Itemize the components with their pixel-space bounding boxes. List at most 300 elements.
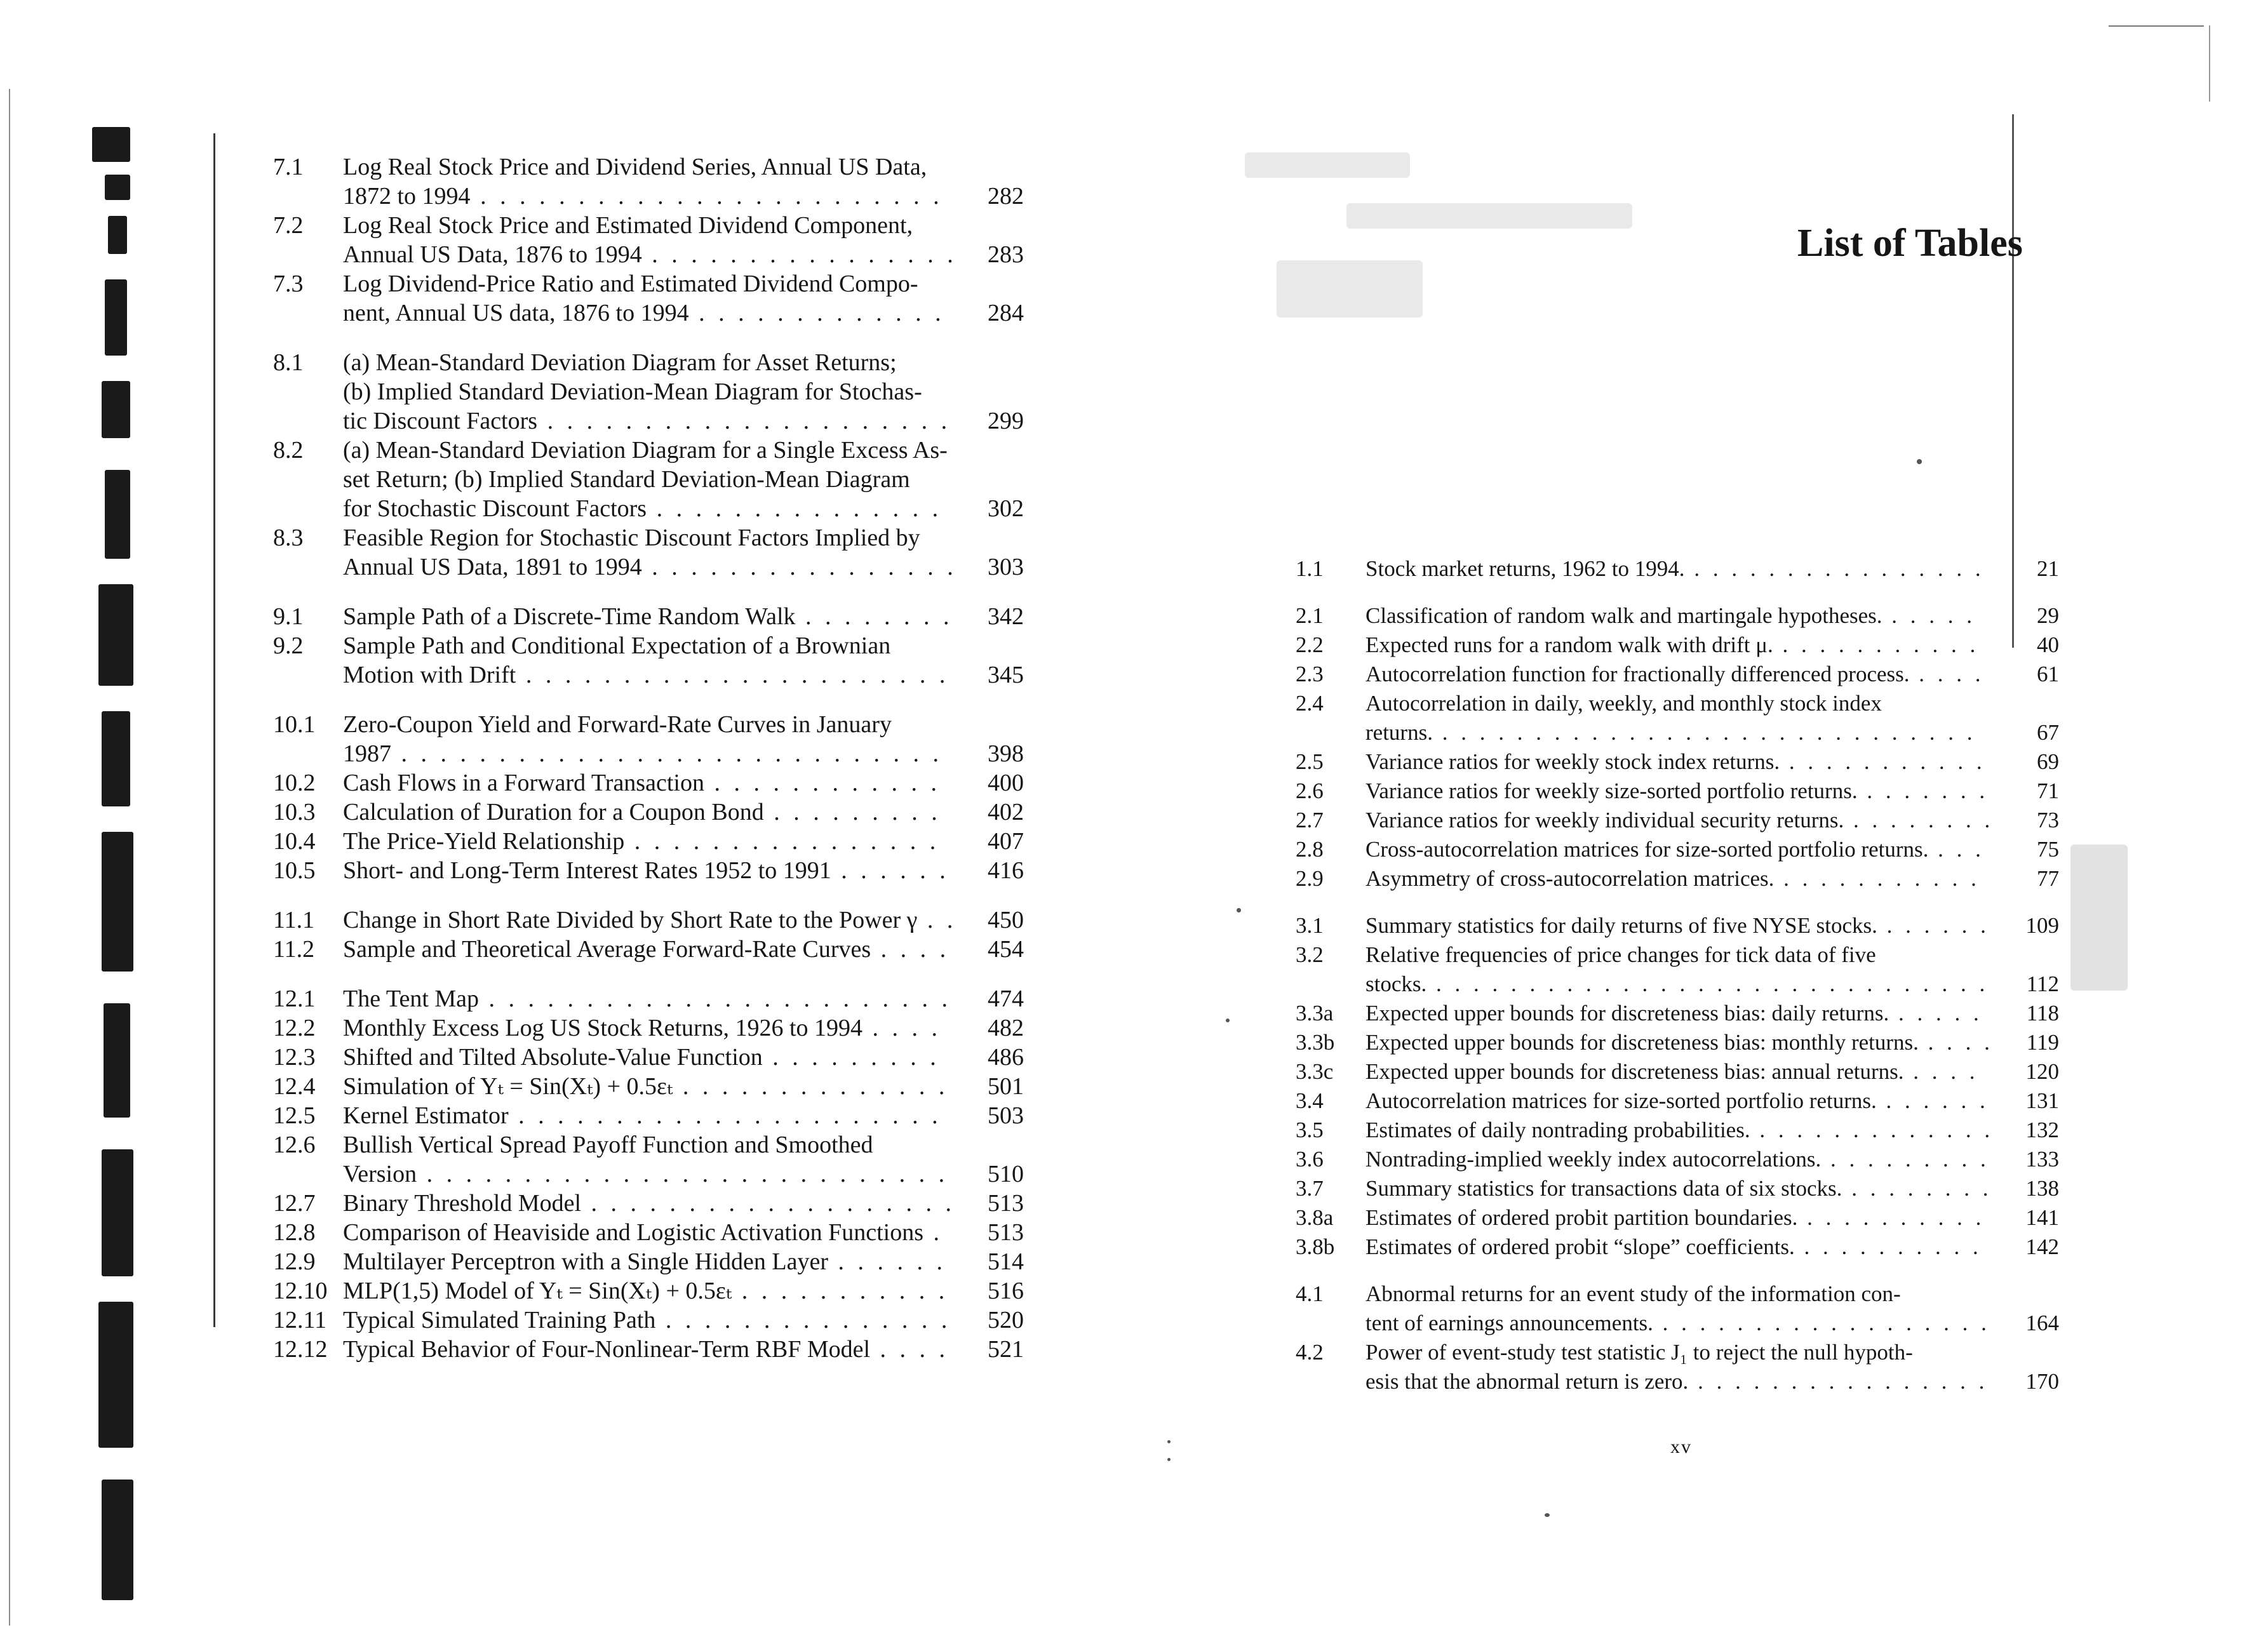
leader-dots: . . . . . . . . . . . . . . . . . . . . . . . . . . . . . .	[1426, 972, 1989, 996]
entry-title-text: Kernel Estimator	[343, 1102, 509, 1129]
entry-group	[273, 602, 1035, 690]
leader-dots: . . . . .	[1889, 1001, 1983, 1025]
leader-dots: . . . . . . . . . . . . . . . .	[1684, 556, 1985, 581]
leader-dots: . . . . . . . . . . . . . . . . . .	[1653, 1311, 1990, 1335]
entry-title-text: Variance ratios for weekly individual security returns.	[1365, 808, 1844, 832]
entry-page: 454	[988, 936, 1024, 963]
entry-number: 12.9	[273, 1248, 316, 1275]
list-item	[1296, 689, 2077, 747]
entry-group	[1296, 554, 2077, 584]
entry-number: 3.3b	[1296, 1030, 1335, 1055]
entry-group	[273, 152, 1035, 328]
leader-dots: . . . . . .	[1877, 913, 1990, 938]
entry-page: 118	[2026, 1001, 2059, 1025]
entry-title	[1365, 1233, 2013, 1262]
entry-number: 2.9	[1296, 866, 1324, 891]
entry-title	[1365, 1116, 2013, 1145]
leader-dots: . . . . . . . . .	[1821, 1147, 1990, 1172]
entry-title	[343, 768, 978, 798]
leader-dots: . . . . .	[1882, 603, 1976, 628]
entry-page: 345	[988, 662, 1024, 688]
leader-dots: . . . . . . . . . . .	[1773, 632, 1980, 657]
entry-title-text: Log Dividend-Price Ratio and Estimated Dividend Compo- nent, Annual US data, 1876 to 1994	[343, 271, 918, 326]
entry-title-text: Calculation of Duration for a Coupon Bond	[343, 799, 764, 825]
entry-title	[1365, 835, 2013, 864]
entry-page: 138	[2025, 1176, 2059, 1201]
entry-title-text: Zero-Coupon Yield and Forward-Rate Curves in January 1987	[343, 711, 892, 767]
entry-page: 282	[988, 183, 1024, 210]
entry-page: 119	[2026, 1030, 2059, 1055]
entry-title-text: (a) Mean-Standard Deviation Diagram for a Single Excess As- set Return; (b) Implied Standard Deviation-Mean Diagram for Stochastic Discount Factors	[343, 437, 948, 522]
list-item	[273, 631, 1035, 690]
entry-number: 12.6	[273, 1132, 316, 1158]
leader-dots: . . . .	[1909, 662, 1985, 686]
entry-title	[343, 710, 978, 768]
entry-title-text: MLP(1,5) Model of Yₜ = Sin(Xₜ) + 0.5εₜ	[343, 1278, 732, 1304]
entry-title-text: Asymmetry of cross-autocorrelation matrices.	[1365, 866, 1775, 891]
entry-page: 112	[2026, 972, 2059, 996]
entry-title-text: Nontrading-implied weekly index autocorrelations.	[1365, 1147, 1822, 1172]
entry-number: 2.3	[1296, 662, 1324, 686]
entry-page: 73	[2037, 808, 2059, 832]
entry-title	[343, 269, 978, 328]
entry-title-text: Autocorrelation in daily, weekly, and monthly stock index returns.	[1365, 691, 1882, 745]
leader-dots: . . . .	[1918, 1030, 1994, 1055]
entry-title-text: Log Real Stock Price and Dividend Series, Annual US Data, 1872 to 1994	[343, 154, 927, 210]
entry-page: 142	[2025, 1234, 2059, 1259]
entry-number: 8.2	[273, 437, 304, 464]
entry-title	[343, 211, 978, 269]
entry-title	[1365, 1338, 2013, 1396]
list-item	[1296, 999, 2077, 1028]
entry-number: 10.1	[273, 711, 316, 738]
entry-page: 521	[988, 1336, 1024, 1363]
entry-title	[1365, 631, 2013, 660]
list-item	[273, 1335, 1035, 1364]
list-item	[273, 152, 1035, 211]
entry-page: 170	[2025, 1369, 2059, 1394]
entry-number: 2.4	[1296, 691, 1324, 716]
entry-page: 21	[2037, 556, 2059, 581]
list-item	[273, 935, 1035, 964]
entry-number: 1.1	[1296, 556, 1324, 581]
entry-number: 2.7	[1296, 808, 1324, 832]
entry-title-text: Autocorrelation matrices for size-sorted portfolio returns.	[1365, 1088, 1877, 1113]
entry-page: 516	[988, 1278, 1024, 1304]
entry-title-text: Expected upper bounds for discreteness bias: annual returns.	[1365, 1059, 1904, 1084]
leader-dots: . . . . . . . . . . .	[1774, 866, 1980, 891]
entry-title-text: Binary Threshold Model	[343, 1190, 582, 1217]
list-item	[273, 1043, 1035, 1072]
list-item	[273, 1306, 1035, 1335]
leader-dots: . . .	[1928, 837, 1985, 862]
entry-title	[343, 1130, 978, 1189]
list-item	[1296, 747, 2077, 777]
entry-title-text: Expected upper bounds for discreteness bias: monthly returns.	[1365, 1030, 1919, 1055]
leader-dots: . . . .	[862, 1015, 942, 1041]
entry-page: 29	[2037, 603, 2059, 628]
entry-number: 12.8	[273, 1219, 316, 1246]
entry-number: 3.5	[1296, 1118, 1324, 1142]
entry-title	[343, 1335, 978, 1364]
entry-page: 299	[988, 408, 1024, 434]
leader-dots: . . . . . .	[831, 857, 949, 884]
entry-number: 12.7	[273, 1190, 316, 1217]
entry-number: 7.3	[273, 271, 304, 297]
entry-title-text: Expected runs for a random walk with drift μ.	[1365, 632, 1773, 657]
entry-number: 12.4	[273, 1073, 316, 1100]
leader-dots: . . . . . . . . . . . . . . .	[655, 1307, 951, 1333]
list-item	[273, 984, 1035, 1013]
entry-number: 8.1	[273, 349, 304, 376]
entry-title	[343, 1013, 978, 1043]
scan-smudge	[1277, 260, 1423, 317]
entry-title-text: Power of event-study test statistic J₁ to reject the null hypoth- esis that the abnormal return is zero.	[1365, 1340, 1913, 1394]
leader-dots: . . . . . . . . . . . . . . . . . . . . . .	[516, 662, 949, 688]
entry-page: 120	[2025, 1059, 2059, 1084]
entry-title-text: Log Real Stock Price and Estimated Dividend Component, Annual US Data, 1876 to 1994	[343, 212, 913, 268]
entry-title	[1365, 660, 2013, 689]
entry-title	[343, 1189, 978, 1218]
list-item	[1296, 1174, 2077, 1203]
entry-number: 3.3c	[1296, 1059, 1334, 1084]
entry-page: 513	[988, 1190, 1024, 1217]
entry-number: 3.1	[1296, 913, 1324, 938]
entry-page: 109	[2025, 913, 2059, 938]
list-item	[1296, 777, 2077, 806]
entry-title-text: Autocorrelation function for fractionally differenced process.	[1365, 662, 1910, 686]
scan-speck	[1917, 459, 1922, 464]
entry-title	[1365, 1145, 2013, 1174]
list-item	[273, 211, 1035, 269]
entry-title	[1365, 1028, 2013, 1057]
entry-title	[1365, 689, 2013, 747]
page-edge-far-right	[2209, 25, 2210, 102]
entry-number: 2.2	[1296, 632, 1324, 657]
leader-dots: . . . . . . . . . . . . . . . . . . . . . . . .	[470, 183, 943, 210]
page-crease-left	[213, 133, 215, 1327]
list-item	[273, 905, 1035, 935]
entry-title	[343, 523, 978, 582]
entry-number: 3.4	[1296, 1088, 1324, 1113]
entry-title	[1365, 1203, 2013, 1233]
entry-title	[343, 905, 978, 935]
entry-title	[343, 1306, 978, 1335]
entry-page: 164	[2025, 1311, 2059, 1335]
list-item	[1296, 911, 2077, 940]
entry-number: 12.3	[273, 1044, 316, 1071]
leader-dots: . . . . . .	[828, 1248, 947, 1275]
list-item	[1296, 1116, 2077, 1145]
entry-number: 3.2	[1296, 942, 1324, 967]
entry-number: 4.1	[1296, 1281, 1324, 1306]
entry-page: 474	[988, 985, 1024, 1012]
leader-dots: . . . . . . . . . . . . . . . . . . . . . . . .	[479, 985, 952, 1012]
entry-number: 11.2	[273, 936, 315, 963]
entry-page: 520	[988, 1307, 1024, 1333]
leader-dots: . . . . . . . . . . . . . . . .	[624, 828, 940, 855]
entry-page: 400	[988, 770, 1024, 796]
entry-title-text: Short- and Long-Term Interest Rates 1952 to 1991	[343, 857, 831, 884]
leader-dots: . . . . . . . . . . . . . . . . . . . . .	[537, 408, 951, 434]
entry-title-text: Multilayer Perceptron with a Single Hidden Layer	[343, 1248, 829, 1275]
entry-page: 416	[988, 857, 1024, 884]
entry-group	[273, 348, 1035, 582]
entry-title-text: Cross-autocorrelation matrices for size-sorted portfolio returns.	[1365, 837, 1929, 862]
entry-number: 3.6	[1296, 1147, 1324, 1172]
entry-number: 2.8	[1296, 837, 1324, 862]
entry-number: 10.2	[273, 770, 316, 796]
leader-dots: .	[923, 1219, 943, 1246]
leader-dots: . . . . . . . . . .	[1794, 1234, 1982, 1259]
scan-smudge	[1245, 152, 1410, 178]
leader-dots: . . . . . . . . .	[762, 1044, 940, 1071]
page-edge-left	[9, 89, 10, 1626]
leader-dots: . . . .	[1903, 1059, 1979, 1084]
list-item	[1296, 1028, 2077, 1057]
scan-speck	[1167, 1440, 1171, 1443]
entry-number: 2.1	[1296, 603, 1324, 628]
entry-page: 75	[2037, 837, 2059, 862]
entry-title-text: Cash Flows in a Forward Transaction	[343, 770, 704, 796]
leader-dots: . . . .	[870, 1336, 949, 1363]
entry-title-text: The Price-Yield Relationship	[343, 828, 625, 855]
entry-page: 283	[988, 241, 1024, 268]
entry-title-text: Expected upper bounds for discreteness bias: daily returns.	[1365, 1001, 1889, 1025]
entry-title	[343, 1101, 978, 1130]
list-item	[273, 1130, 1035, 1189]
list-item	[273, 1247, 1035, 1276]
list-item	[1296, 1203, 2077, 1233]
leader-dots: . . . . . . . . . . . . . . . .	[641, 241, 957, 268]
leader-dots: . . . . . . . . . . . . . . . . . . . . . . . . . . .	[417, 1161, 949, 1187]
list-item	[273, 710, 1035, 768]
entry-page: 71	[2037, 778, 2059, 803]
scan-speck	[1167, 1458, 1171, 1461]
entry-title	[343, 984, 978, 1013]
leader-dots: . . . . . . . . . .	[1797, 1205, 1985, 1230]
entry-title-text: Simulation of Yₜ = Sin(Xₜ) + 0.5εₜ	[343, 1073, 673, 1100]
entry-title-text: Summary statistics for transactions data of six stocks.	[1365, 1176, 1842, 1201]
entry-title	[343, 935, 978, 964]
entry-title-text: Estimates of daily nontrading probabilities.	[1365, 1118, 1750, 1142]
entry-number: 3.8a	[1296, 1205, 1334, 1230]
entry-page: 302	[988, 495, 1024, 522]
entry-number: 3.8b	[1296, 1234, 1335, 1259]
entry-title	[343, 152, 978, 211]
leader-dots: . . . . . . . . . . . . . . . .	[1688, 1369, 1989, 1394]
entry-number: 4.2	[1296, 1340, 1324, 1365]
page-number: xv	[1670, 1436, 1692, 1457]
entry-page: 303	[988, 554, 1024, 580]
entry-title-text: Monthly Excess Log US Stock Returns, 1926 to 1994	[343, 1015, 863, 1041]
list-item	[273, 1276, 1035, 1306]
entry-title	[343, 1043, 978, 1072]
entry-title-text: Sample and Theoretical Average Forward-Rate Curves	[343, 936, 871, 963]
leader-dots: . . . . . . . . . . . . . . . . . . . . . .	[508, 1102, 942, 1129]
list-item	[1296, 1145, 2077, 1174]
entry-title	[1365, 747, 2013, 777]
entry-number: 10.5	[273, 857, 316, 884]
entry-title	[1365, 601, 2013, 631]
entry-title	[1365, 999, 2013, 1028]
entry-number: 7.2	[273, 212, 304, 239]
entry-page: 67	[2037, 720, 2059, 745]
page-edge-top-right	[2109, 25, 2204, 27]
list-item	[273, 523, 1035, 582]
leader-dots: . . . . . . . . . . . .	[704, 770, 941, 796]
list-item	[1296, 864, 2077, 893]
entry-number: 3.3a	[1296, 1001, 1334, 1025]
entry-title-text: Bullish Vertical Spread Payoff Function and Smoothed Version	[343, 1132, 873, 1187]
entry-page: 402	[988, 799, 1024, 825]
entry-page: 503	[988, 1102, 1024, 1129]
leader-dots: . . . . . . . .	[795, 603, 953, 630]
entry-title-text: (a) Mean-Standard Deviation Diagram for Asset Returns; (b) Implied Standard Deviation-Mean Diagram for Stochas- tic Discount Factors	[343, 349, 922, 434]
entry-title	[343, 1247, 978, 1276]
entry-title	[343, 827, 978, 856]
entry-title-text: Sample Path and Conditional Expectation of a Brownian Motion with Drift	[343, 632, 891, 688]
entry-title	[343, 1218, 978, 1247]
leader-dots: . .	[917, 907, 957, 933]
entry-title	[1365, 1057, 2013, 1086]
entry-page: 77	[2037, 866, 2059, 891]
entry-number: 12.5	[273, 1102, 316, 1129]
entry-title	[1365, 777, 2013, 806]
entry-page: 61	[2037, 662, 2059, 686]
entry-page: 450	[988, 907, 1024, 933]
entry-number: 11.1	[273, 907, 315, 933]
figure-list	[273, 152, 1035, 1364]
entry-title	[1365, 911, 2013, 940]
leader-dots: . . . . . . . . . . . . . . . . . . . . . . . . . . . . .	[1432, 720, 1976, 745]
entry-number: 12.12	[273, 1336, 328, 1363]
entry-title	[343, 436, 978, 523]
list-item	[273, 1218, 1035, 1247]
entry-title	[343, 602, 978, 631]
list-item	[1296, 940, 2077, 999]
entry-title-text: Variance ratios for weekly size-sorted portfolio returns.	[1365, 778, 1858, 803]
list-item	[1296, 660, 2077, 689]
list-item	[1296, 1233, 2077, 1262]
entry-page: 486	[988, 1044, 1024, 1071]
entry-number: 9.2	[273, 632, 304, 659]
list-item	[273, 348, 1035, 436]
entry-title-text: Abnormal returns for an event study of the information con- tent of earnings announcements.	[1365, 1281, 1901, 1335]
entry-number: 12.1	[273, 985, 316, 1012]
entry-group	[1296, 911, 2077, 1262]
leader-dots: . . . . . . . . . . . . .	[1750, 1118, 1994, 1142]
entry-page: 501	[988, 1073, 1024, 1100]
entry-title-text: Summary statistics for daily returns of five NYSE stocks.	[1365, 913, 1877, 938]
list-item	[273, 856, 1035, 885]
entry-title-text: Change in Short Rate Divided by Short Rate to the Power γ	[343, 907, 918, 933]
leader-dots: . . . . . .	[1876, 1088, 1989, 1113]
scan-smudge	[2070, 845, 2128, 991]
entry-title	[1365, 864, 2013, 893]
entry-group	[273, 710, 1035, 885]
entry-title-text: Classification of random walk and martingale hypotheses.	[1365, 603, 1882, 628]
entry-number: 12.10	[273, 1278, 328, 1304]
entry-page: 514	[988, 1248, 1024, 1275]
list-item	[273, 1072, 1035, 1101]
list-item	[273, 602, 1035, 631]
list-item	[273, 1013, 1035, 1043]
entry-page: 69	[2037, 749, 2059, 774]
list-item	[1296, 806, 2077, 835]
entry-group	[1296, 1279, 2077, 1396]
entry-title	[343, 1072, 978, 1101]
entry-title-text: Stock market returns, 1962 to 1994.	[1365, 556, 1685, 581]
entry-title	[1365, 554, 2013, 584]
leader-dots: . . . . . . . .	[1842, 1176, 1992, 1201]
entry-number: 3.7	[1296, 1176, 1324, 1201]
entry-number: 12.2	[273, 1015, 316, 1041]
list-item	[273, 1101, 1035, 1130]
leader-dots: . . . .	[871, 936, 950, 963]
entry-number: 7.1	[273, 154, 304, 180]
entry-title-text: Estimates of ordered probit “slope” coefficients.	[1365, 1234, 1795, 1259]
entry-title-text: Variance ratios for weekly stock index returns.	[1365, 749, 1780, 774]
scan-speck	[1545, 1513, 1550, 1517]
list-item	[1296, 601, 2077, 631]
list-item	[273, 798, 1035, 827]
entry-page: 40	[2037, 632, 2059, 657]
entry-number: 2.5	[1296, 749, 1324, 774]
list-item	[1296, 1086, 2077, 1116]
list-item	[273, 827, 1035, 856]
entry-group	[273, 905, 1035, 964]
entry-title	[1365, 1279, 2013, 1338]
entry-page: 510	[988, 1161, 1024, 1187]
scan-smudge	[1346, 203, 1632, 229]
entry-title-text: Typical Behavior of Four-Nonlinear-Term RBF Model	[343, 1336, 871, 1363]
leader-dots: . . . . . . . . . . . . . . . .	[641, 554, 957, 580]
entry-title-text: Comparison of Heaviside and Logistic Activation Functions	[343, 1219, 923, 1246]
leader-dots: . . . . . . . . .	[763, 799, 941, 825]
entry-number: 10.4	[273, 828, 316, 855]
list-item	[273, 768, 1035, 798]
entry-number: 10.3	[273, 799, 316, 825]
entry-page: 284	[988, 300, 1024, 326]
entry-page: 132	[2025, 1118, 2059, 1142]
entry-title	[343, 1276, 978, 1306]
leader-dots: . . . . . . . . . . . . . . .	[647, 495, 943, 522]
leader-dots: . . . . . . . . . . . . . .	[673, 1073, 949, 1100]
list-item	[273, 436, 1035, 523]
leader-dots: . . . . . . . . . . . . .	[688, 300, 945, 326]
entry-page: 133	[2025, 1147, 2059, 1172]
entry-title	[343, 798, 978, 827]
leader-dots: . . . . . . . . . . . . . . . . . . . . . . . . . . . .	[391, 740, 943, 767]
entry-title-text: Sample Path of a Discrete-Time Random Walk	[343, 603, 796, 630]
list-item	[1296, 1057, 2077, 1086]
list-item	[1296, 835, 2077, 864]
list-item	[273, 269, 1035, 328]
list-item	[1296, 1338, 2077, 1396]
leader-dots: . . . . . . . .	[1844, 808, 1994, 832]
entry-title	[1365, 1086, 2013, 1116]
leader-dots: . . . . . . . . . . .	[1780, 749, 1986, 774]
entry-title-text: Relative frequencies of price changes for tick data of five stocks.	[1365, 942, 1876, 996]
entry-number: 12.11	[273, 1307, 327, 1333]
leader-dots: . . . . . . . . . . . . . . . . . . .	[581, 1190, 956, 1217]
entry-page: 482	[988, 1015, 1024, 1041]
list-item	[1296, 554, 2077, 584]
entry-page: 131	[2025, 1088, 2059, 1113]
entry-number: 2.6	[1296, 778, 1324, 803]
entry-number: 8.3	[273, 524, 304, 551]
